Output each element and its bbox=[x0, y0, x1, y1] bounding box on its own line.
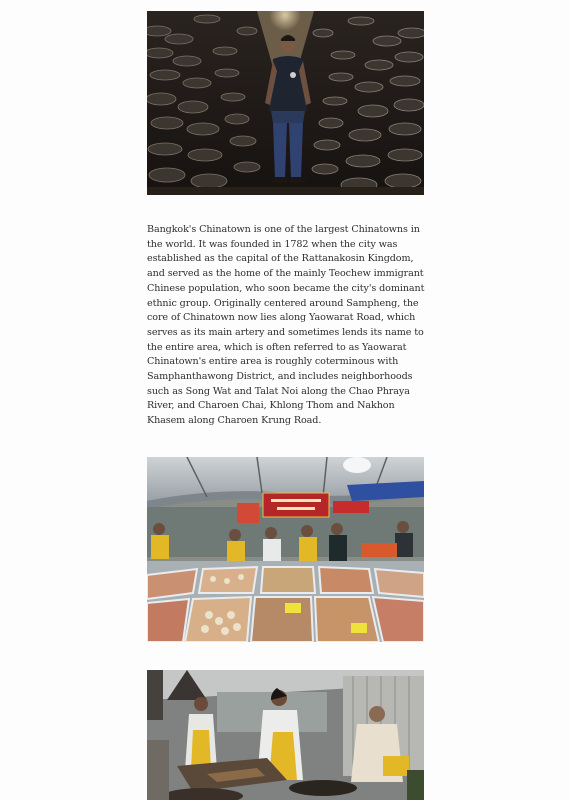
pots-aisle-photo bbox=[147, 11, 424, 195]
article-paragraph: Bangkok's Chinatown is one of the largest Chinatowns in the world. It was founded in 1782 when the city was established as the capital of the Rattanakosin Kingdom, and served as the home of the mainly Teochew immigrant Chinese population, who soon became the city's dominant ethnic group. Originally centered around Sampheng, the core of Chinatown now lies along Yaowarat Road, which serves as its main artery and sometimes lends its name to the entire area, which is often referred to as Yaowarat Chinatown's entire area is roughly coterminous with Samphanthawong District, and includes neighborhoods such as Song Wat and Talat Noi along the Chao Phraya River, and Charoen Chai, Khlong Thom and Nakhon Khasem along Charoen Krung Road. bbox=[147, 224, 425, 427]
food-vendors-photo bbox=[147, 670, 424, 800]
seafood-market-photo bbox=[147, 457, 424, 642]
